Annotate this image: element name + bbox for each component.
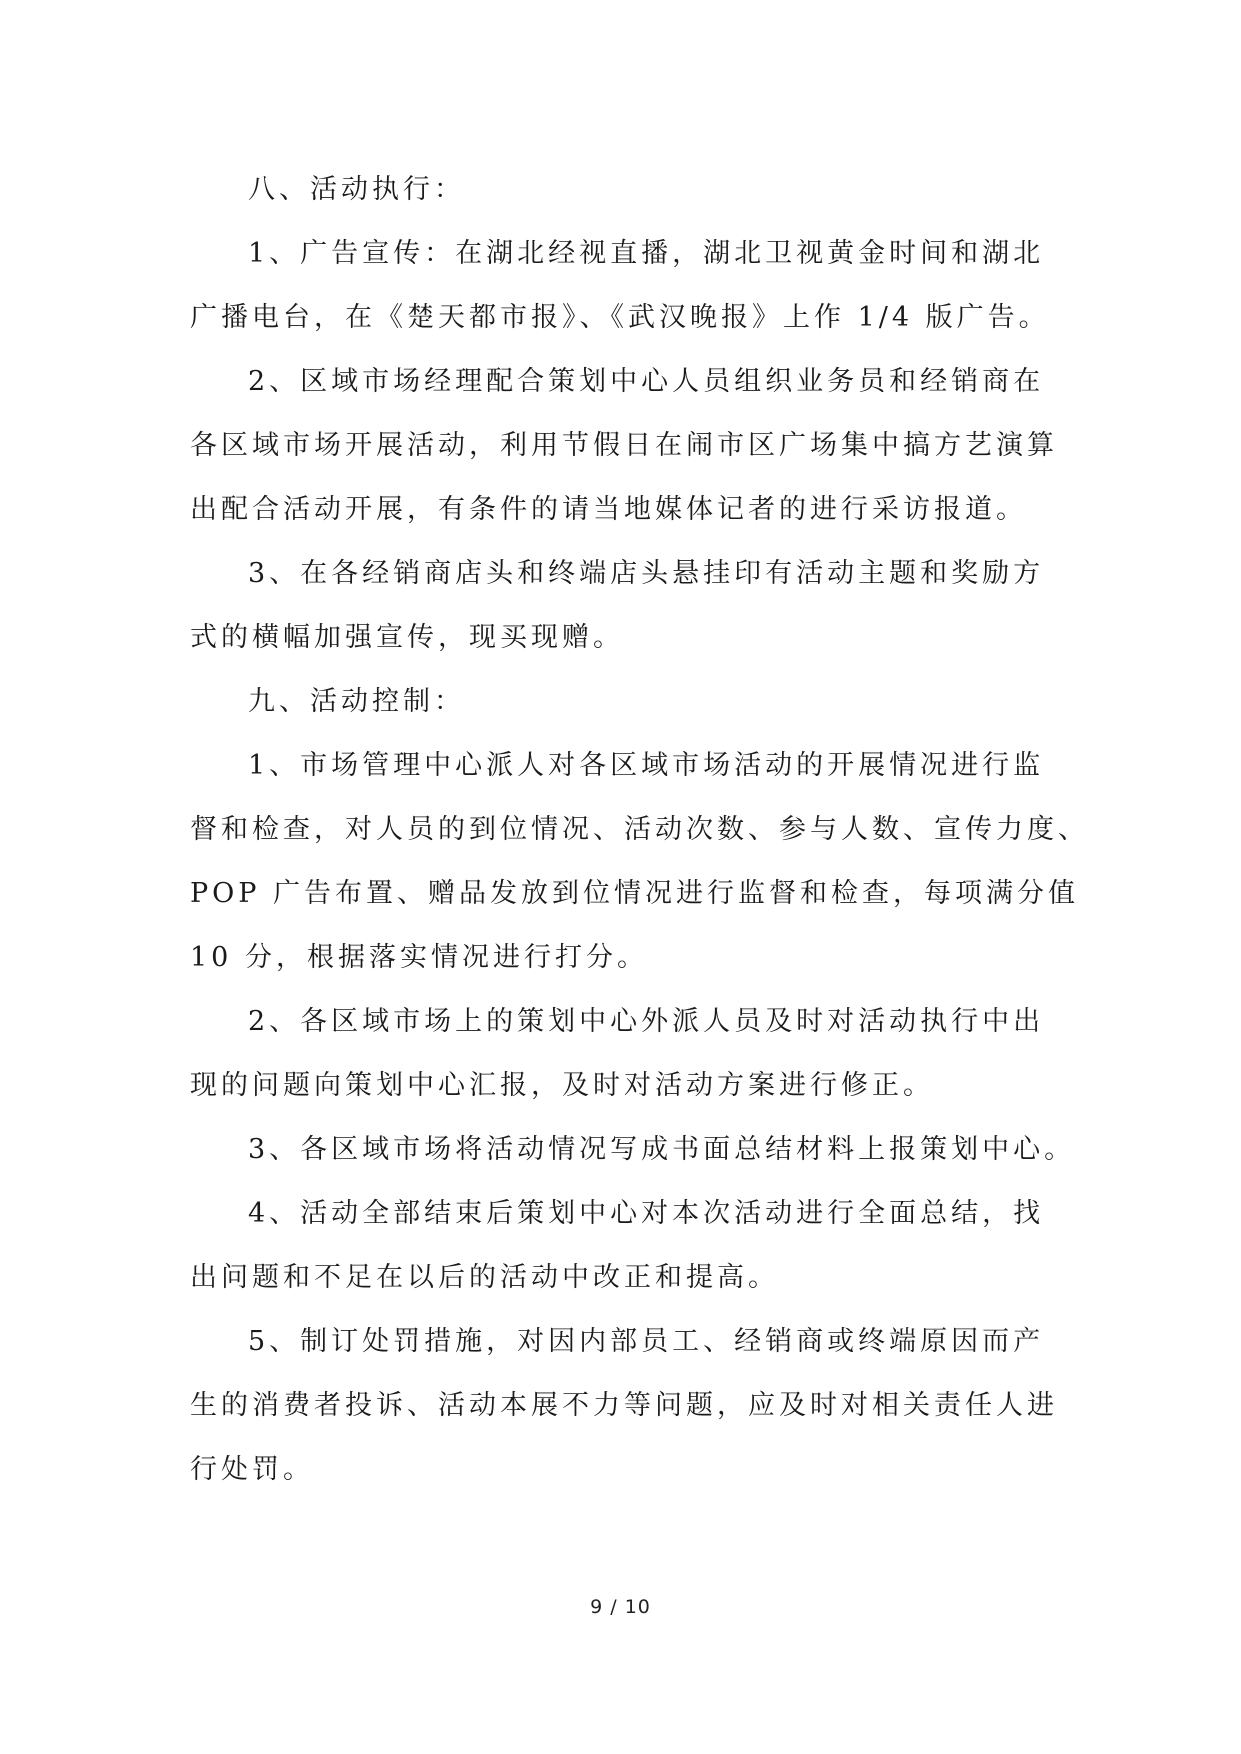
paragraph-reporting [190,990,1060,1118]
section-heading-control [190,670,1060,734]
text-line: 出问题和不足在以后的活动中改正和提高。 [190,1262,779,1293]
text-line: 九、活动控制： [248,686,465,717]
page-number: 9 / 10 [590,1596,651,1618]
text-line: 5、制订处罚措施，对因内部员工、经销商或终端原因而产 [248,1326,1045,1357]
text-line: 生的消费者投诉、活动本展不力等问题，应及时对相关责任人进 [190,1390,1058,1421]
text-line: 广播电台，在《楚天都市报》、《武汉晚报》上作 1/4 版广告。 [190,302,1050,333]
text-line: POP 广告布置、赠品发放到位情况进行监督和检查，每项满分值 [190,878,1080,909]
text-line: 八、活动执行： [248,174,465,205]
paragraph-supervision [190,734,1089,990]
document-body [190,158,1089,1502]
text-line: 1、广告宣传：在湖北经视直播，湖北卫视黄金时间和湖北 [248,238,1045,269]
text-line: 现的问题向策划中心汇报，及时对活动方案进行修正。 [190,1070,934,1101]
paragraph-written-summary [190,1118,1076,1182]
text-line: 式的横幅加强宣传，现买现赠。 [190,622,624,653]
paragraph-banners [190,542,1060,670]
text-line: 出配合活动开展，有条件的请当地媒体记者的进行采访报道。 [190,494,1027,525]
paragraph-penalties [190,1310,1060,1502]
text-line: 10 分，根据落实情况进行打分。 [190,942,648,973]
text-line: 4、活动全部结束后策划中心对本次活动进行全面总结，找 [248,1198,1045,1229]
paragraph-advertising [190,222,1060,350]
text-line: 督和检查，对人员的到位情况、活动次数、参与人数、宣传力度、 [190,814,1089,845]
paragraph-final-review [190,1182,1060,1310]
text-line: 2、区域市场经理配合策划中心人员组织业务员和经销商在 [248,366,1045,397]
text-line: 1、市场管理中心派人对各区域市场活动的开展情况进行监 [248,750,1045,781]
text-line: 行处罚。 [190,1454,314,1485]
section-heading-execution [190,158,1060,222]
paragraph-regional-activities [190,350,1060,542]
text-line: 3、在各经销商店头和终端店头悬挂印有活动主题和奖励方 [248,558,1045,589]
text-line: 3、各区域市场将活动情况写成书面总结材料上报策划中心。 [248,1134,1076,1165]
text-line: 2、各区域市场上的策划中心外派人员及时对活动执行中出 [248,1006,1045,1037]
text-line: 各区域市场开展活动，利用节假日在闹市区广场集中搞方艺演算 [190,430,1058,461]
